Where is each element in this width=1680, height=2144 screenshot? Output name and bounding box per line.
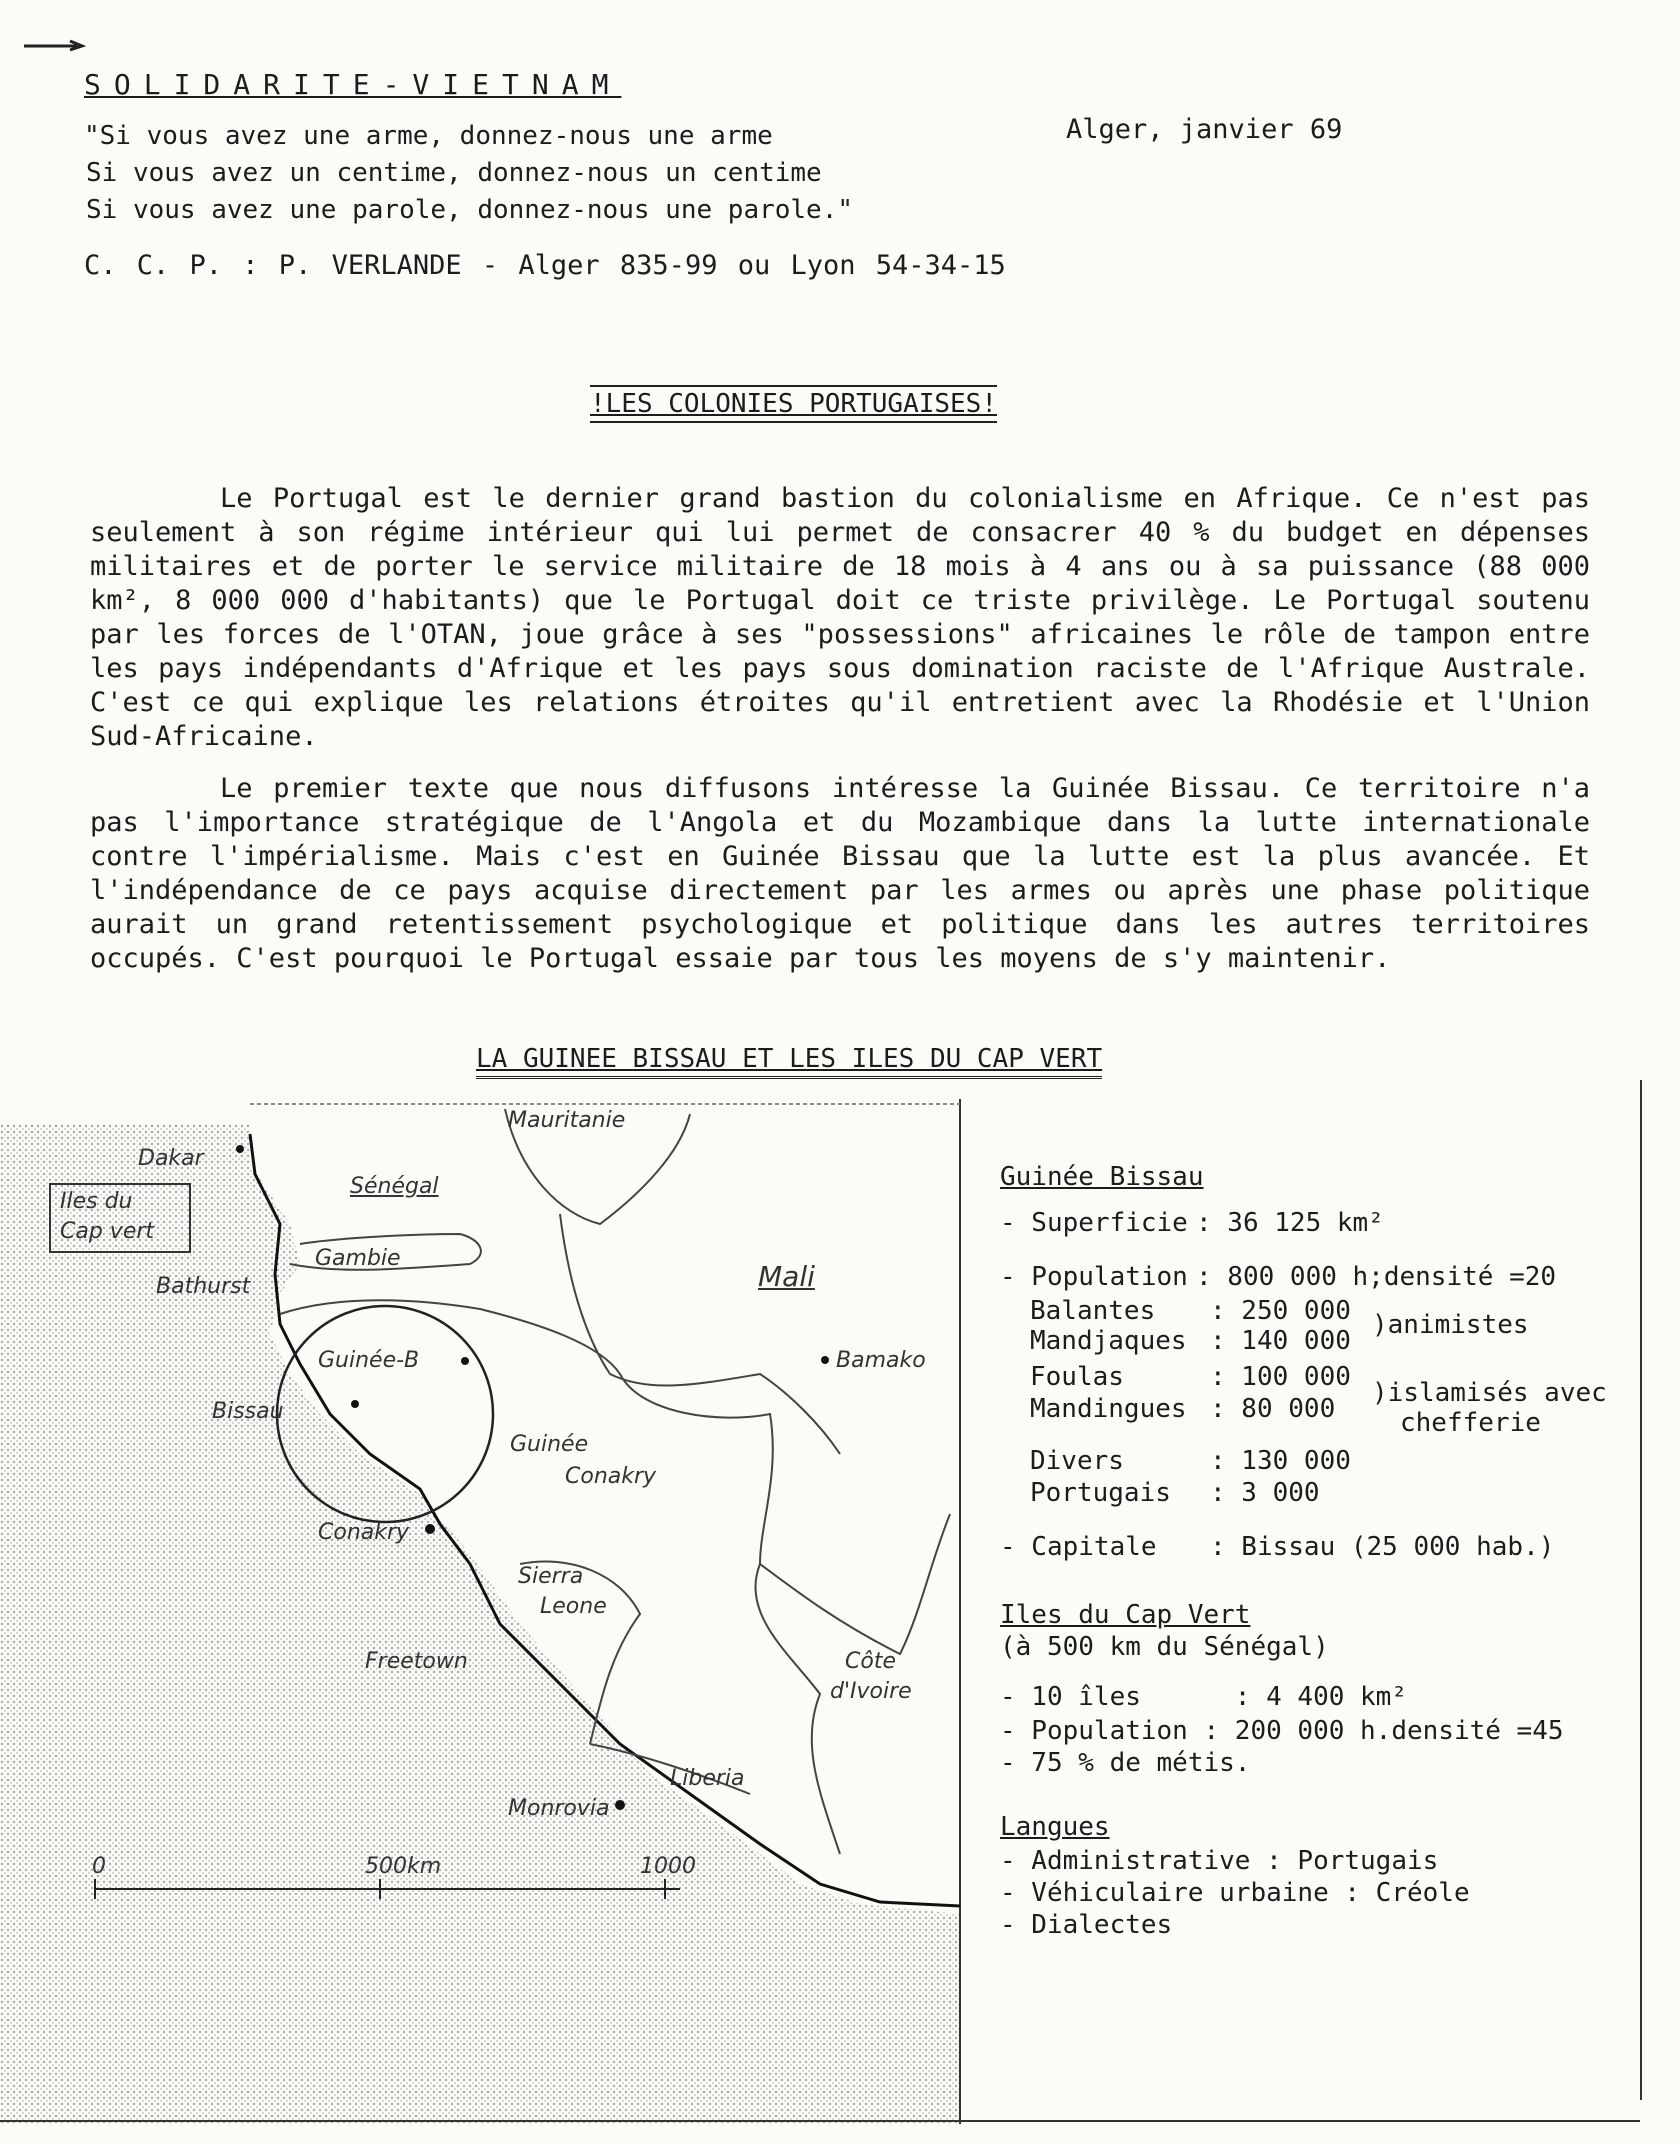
map-label: 500km	[365, 1854, 442, 1879]
map-label: Bathurst	[156, 1274, 251, 1299]
city-dot	[351, 1400, 359, 1408]
quote-line: Si vous avez un centime, donnez-nous un centime	[86, 158, 822, 188]
postal-account-line: C. C. P. : P. VERLANDE - Alger 835-99 ou Lyon 54-34-15	[84, 250, 1006, 281]
city-dot	[615, 1800, 625, 1810]
group-value: : 130 000	[1210, 1446, 1351, 1476]
map-label: Guinée	[510, 1432, 589, 1457]
body-paragraph	[90, 772, 1590, 976]
map-label: Cap vert	[60, 1219, 155, 1244]
guinee-heading: Guinée Bissau	[1000, 1162, 1204, 1192]
langue-item: - Véhiculaire urbaine : Créole	[1000, 1878, 1470, 1908]
paragraph-text: Le premier texte que nous diffusons intéresse la Guinée Bissau. Ce territoire n'a pas l'importance stratégique de l'Angola et du Mozambique dans la lutte internationale contre l'impérialisme. Mais c'est en Guinée Bissau que la lutte est la plus avancée. Et l'indépendance de ce pays acquise directement par les armes ou après une phase politique aurait un grand retentissement psychologique et politique dans les autres territoires occupés. C'est pourquoi le Portugal essaie par tous les moyens de s'y maintenir.	[90, 773, 1590, 974]
map-label: Mauritanie	[508, 1108, 626, 1133]
superficie-label: - Superficie	[1000, 1208, 1188, 1238]
map-drawing	[0, 1094, 965, 2124]
map-label: Conakry	[318, 1520, 410, 1545]
capitale-value: : Bissau (25 000 hab.)	[1210, 1532, 1555, 1562]
population-label: - Population	[1000, 1262, 1188, 1292]
map-label: Sénégal	[350, 1174, 439, 1199]
group-name: Foulas	[1030, 1362, 1124, 1392]
map-label: Côte	[845, 1649, 896, 1674]
cap-vert-population: - Population : 200 000 h.densité =45	[1000, 1716, 1564, 1746]
map-label: Iles du	[60, 1189, 133, 1214]
cap-vert-metis: - 75 % de métis.	[1000, 1748, 1251, 1778]
city-dot	[425, 1524, 435, 1534]
map-label: Bissau	[212, 1399, 284, 1424]
city-dot	[461, 1357, 469, 1365]
arrow-mark-icon	[22, 38, 92, 52]
body-paragraph	[90, 482, 1590, 754]
map-label: d'Ivoire	[830, 1679, 912, 1704]
population-value: : 800 000 h;densité =20	[1196, 1262, 1557, 1292]
group-name: Divers	[1030, 1446, 1124, 1476]
group-value: : 80 000	[1210, 1394, 1336, 1424]
map-label: Monrovia	[508, 1796, 610, 1821]
map-label: 1000	[640, 1854, 696, 1879]
border	[560, 1214, 840, 1454]
map-guinee-bissau	[0, 1094, 965, 2124]
dateline: Alger, janvier 69	[1066, 114, 1343, 145]
paragraph-text: Le Portugal est le dernier grand bastion du colonialisme en Afrique. Ce n'est pas seulement à son régime intérieur qui lui permet de consacrer 40 % du budget en dépenses militaires et de porter le service militaire de 18 mois à 4 ans ou à sa puissance (88 000 km², 8 000 000 d'habitants) que le Portugal doit ce triste privilège. Le Portugal soutenu par les forces de l'OTAN, joue grâce à ses "possessions" africaines le rôle de tampon entre les pays indépendants d'Afrique et les pays sous domination raciste de l'Afrique Australe. C'est ce qui explique les relations étroites qu'il entretient avec la Rhodésie et l'Union Sud-Africaine.	[90, 483, 1590, 752]
page-edge-line	[1640, 1080, 1642, 2100]
group-value: : 100 000	[1210, 1362, 1351, 1392]
group-value: : 140 000	[1210, 1326, 1351, 1356]
capitale-label: - Capitale	[1000, 1532, 1157, 1562]
group-name: Mandjaques	[1030, 1326, 1187, 1356]
map-label: 0	[92, 1854, 106, 1879]
map-label: Sierra	[518, 1564, 584, 1589]
map-label: Guinée-B	[318, 1348, 420, 1373]
islamises-note: )islamisés avec	[1372, 1378, 1607, 1408]
map-label: Leone	[540, 1594, 607, 1619]
map-label: Mali	[758, 1260, 815, 1293]
langues-heading: Langues	[1000, 1812, 1110, 1842]
islamises-note: chefferie	[1400, 1408, 1541, 1438]
group-value: : 250 000	[1210, 1296, 1351, 1326]
langue-item: - Dialectes	[1000, 1910, 1173, 1940]
map-label: Bamako	[836, 1348, 926, 1373]
cap-vert-iles: - 10 îles : 4 400 km²	[1000, 1682, 1407, 1712]
map-label: Conakry	[565, 1464, 657, 1489]
animistes-note: )animistes	[1372, 1310, 1529, 1340]
superficie-value: : 36 125 km²	[1196, 1208, 1384, 1238]
map-label: Dakar	[138, 1146, 204, 1171]
map-label: Gambie	[315, 1246, 401, 1271]
group-name: Mandingues	[1030, 1394, 1187, 1424]
section-title: !LES COLONIES PORTUGAISES!	[590, 385, 997, 423]
map-label: Freetown	[365, 1649, 468, 1674]
epigraph-quote	[84, 118, 853, 229]
group-value: : 3 000	[1210, 1478, 1320, 1508]
quote-line: "Si vous avez une arme, donnez-nous une arme	[84, 121, 773, 151]
group-name: Balantes	[1030, 1296, 1156, 1326]
map-label: Liberia	[670, 1766, 745, 1791]
langue-item: - Administrative : Portugais	[1000, 1846, 1439, 1876]
quote-line: Si vous avez une parole, donnez-nous une parole."	[86, 195, 854, 225]
border	[620, 1374, 950, 1654]
group-name: Portugais	[1030, 1478, 1171, 1508]
border	[755, 1564, 840, 1854]
cap-vert-distance: (à 500 km du Sénégal)	[1000, 1632, 1329, 1662]
ocean-area	[0, 1124, 960, 2124]
city-dot	[821, 1356, 829, 1364]
cap-vert-heading: Iles du Cap Vert	[1000, 1600, 1251, 1630]
page-edge-line	[0, 2120, 1640, 2122]
city-dot	[236, 1145, 244, 1153]
newsletter-title: SOLIDARITE-VIETNAM	[84, 68, 622, 101]
map-title: LA GUINEE BISSAU ET LES ILES DU CAP VERT	[476, 1044, 1102, 1079]
